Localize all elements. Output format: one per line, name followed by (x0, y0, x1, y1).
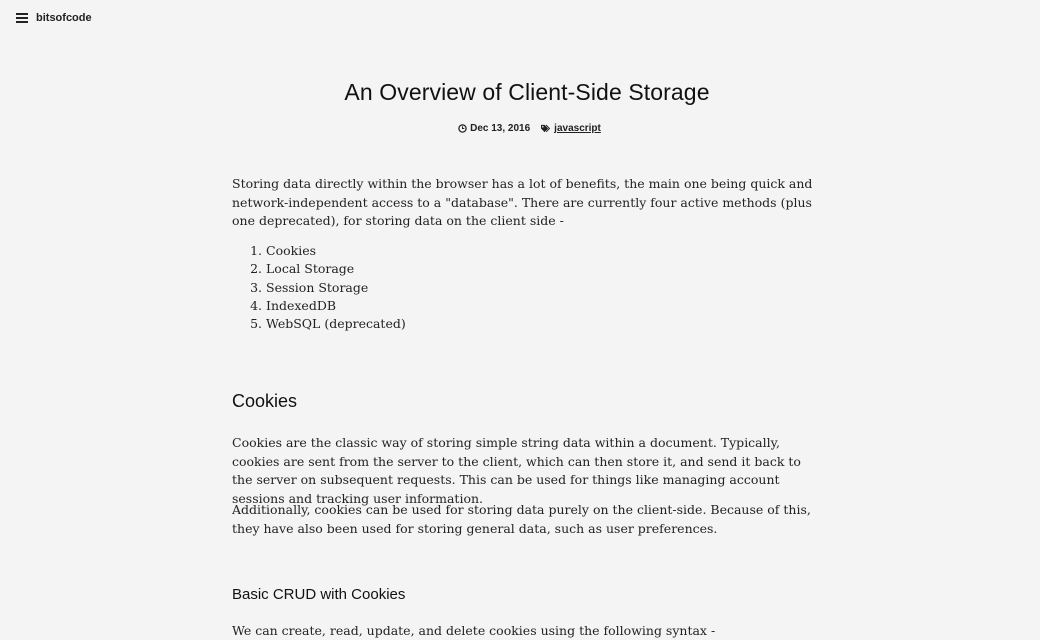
cookies-heading: Cookies (232, 391, 298, 411)
post-meta (232, 123, 827, 134)
post-date-text: Dec 13, 2016 (470, 123, 531, 134)
post-date (458, 123, 530, 134)
post-tags (540, 123, 601, 134)
cookies-paragraph-1: Cookies are the classic way of storing simple string data within a document. Typically, cookies are sent from the server to the client, which can then store it, and send it back to the server on subsequent requests. This can be used for things like managing account sessions and tracking user information. (232, 435, 801, 506)
list-item: 5. WebSQL (deprecated) (250, 316, 406, 332)
tags-icon (540, 124, 551, 133)
list-item: 1. Cookies (250, 243, 316, 258)
crud-paragraph: We can create, read, update, and delete cookies using the following syntax - (232, 623, 716, 638)
crud-heading: Basic CRUD with Cookies (232, 586, 406, 603)
intro-paragraph: Storing data directly within the browser has a lot of benefits, the main one being quick and network-independent access to a "database". There are currently four active methods (plus one deprecated), for storing data on the client side - (232, 176, 813, 228)
list-item: 3. Session Storage (250, 279, 369, 295)
tag-link-javascript[interactable]: javascript (554, 123, 601, 134)
post-title: An Overview of Client-Side Storage (344, 79, 710, 105)
top-bar (16, 12, 92, 24)
hamburger-menu-icon[interactable] (16, 13, 28, 23)
clock-icon (458, 124, 467, 133)
storage-methods-list (250, 242, 406, 333)
site-brand-link[interactable]: bitsofcode (36, 12, 92, 24)
list-item: 4. IndexedDB (250, 297, 337, 313)
cookies-paragraph-2: Additionally, cookies can be used for storing data purely on the client-side. Because of this, they have also been used for storing general data, such as user preferences. (232, 502, 811, 536)
list-item: 2. Local Storage (250, 261, 355, 277)
